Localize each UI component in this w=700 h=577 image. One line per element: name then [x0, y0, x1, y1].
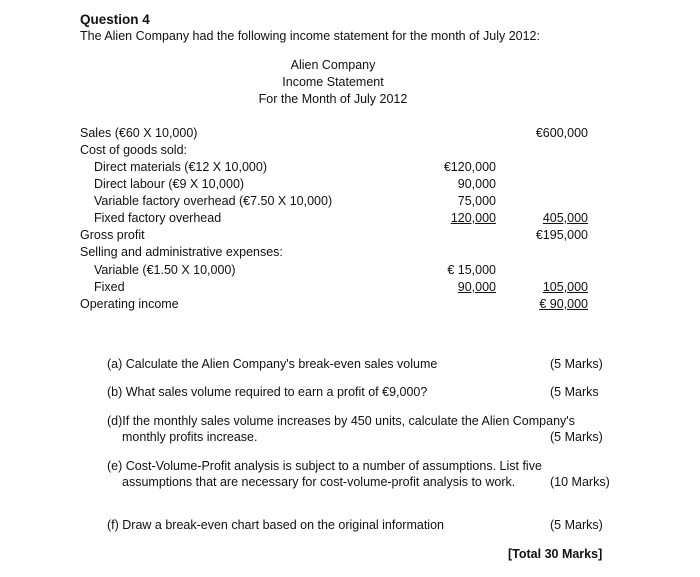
part-d-line2: monthly profits increase.	[122, 430, 258, 444]
part-a-marks: (5 Marks)	[550, 357, 603, 371]
direct-labour-amount: 90,000	[457, 177, 496, 191]
operating-income-label: Operating income	[80, 297, 179, 311]
part-e-line2: assumptions that are necessary for cost-volume-profit analysis to work.	[122, 475, 516, 489]
statement-company: Alien Company	[290, 58, 376, 72]
sales-label: Sales (€60 X 10,000)	[80, 126, 198, 140]
question-heading: Question 4	[80, 12, 150, 27]
part-d-line1: (d)If the monthly sales volume increases by 450 units, calculate the Alien Company's	[107, 414, 575, 428]
part-b-marks: (5 Marks	[550, 385, 599, 399]
part-b-text: (b) What sales volume required to earn a profit of €9,000?	[107, 385, 428, 399]
part-d-marks: (5 Marks)	[550, 430, 603, 444]
fixed-sae-amount: 90,000	[457, 280, 496, 294]
part-e-marks: (10 Marks)	[550, 475, 610, 489]
part-a-text: (a) Calculate the Alien Company's break-even sales volume	[107, 357, 438, 371]
direct-materials-label: Direct materials (€12 X 10,000)	[94, 160, 267, 174]
variable-overhead-amount: 75,000	[457, 194, 496, 208]
part-f-text: (f) Draw a break-even chart based on the original information	[107, 518, 444, 532]
variable-overhead-label: Variable factory overhead (€7.50 X 10,000)	[94, 194, 333, 208]
part-e-line1: (e) Cost-Volume-Profit analysis is subject to a number of assumptions. List five	[107, 459, 542, 473]
fixed-overhead-amount: 120,000	[450, 211, 496, 225]
statement-title: Income Statement	[282, 75, 384, 89]
direct-materials-amount: €120,000	[443, 160, 496, 174]
gross-profit-total: €195,000	[535, 228, 588, 242]
question-intro: The Alien Company had the following income statement for the month of July 2012:	[80, 29, 540, 43]
variable-sae-amount: € 15,000	[447, 263, 496, 277]
selling-admin-label: Selling and administrative expenses:	[80, 245, 283, 259]
selling-admin-total: 105,000	[542, 280, 588, 294]
statement-period: For the Month of July 2012	[258, 92, 408, 106]
fixed-overhead-label: Fixed factory overhead	[94, 211, 222, 225]
variable-sae-label: Variable (€1.50 X 10,000)	[94, 263, 236, 277]
operating-income-total: € 90,000	[539, 297, 588, 311]
cogs-total: 405,000	[542, 211, 588, 225]
cogs-label: Cost of goods sold:	[80, 143, 188, 157]
gross-profit-label: Gross profit	[80, 228, 145, 242]
sales-total: €600,000	[535, 126, 588, 140]
total-marks: [Total 30 Marks]	[508, 547, 603, 561]
direct-labour-label: Direct labour (€9 X 10,000)	[94, 177, 245, 191]
fixed-sae-label: Fixed	[94, 280, 125, 294]
part-f-marks: (5 Marks)	[550, 518, 603, 532]
